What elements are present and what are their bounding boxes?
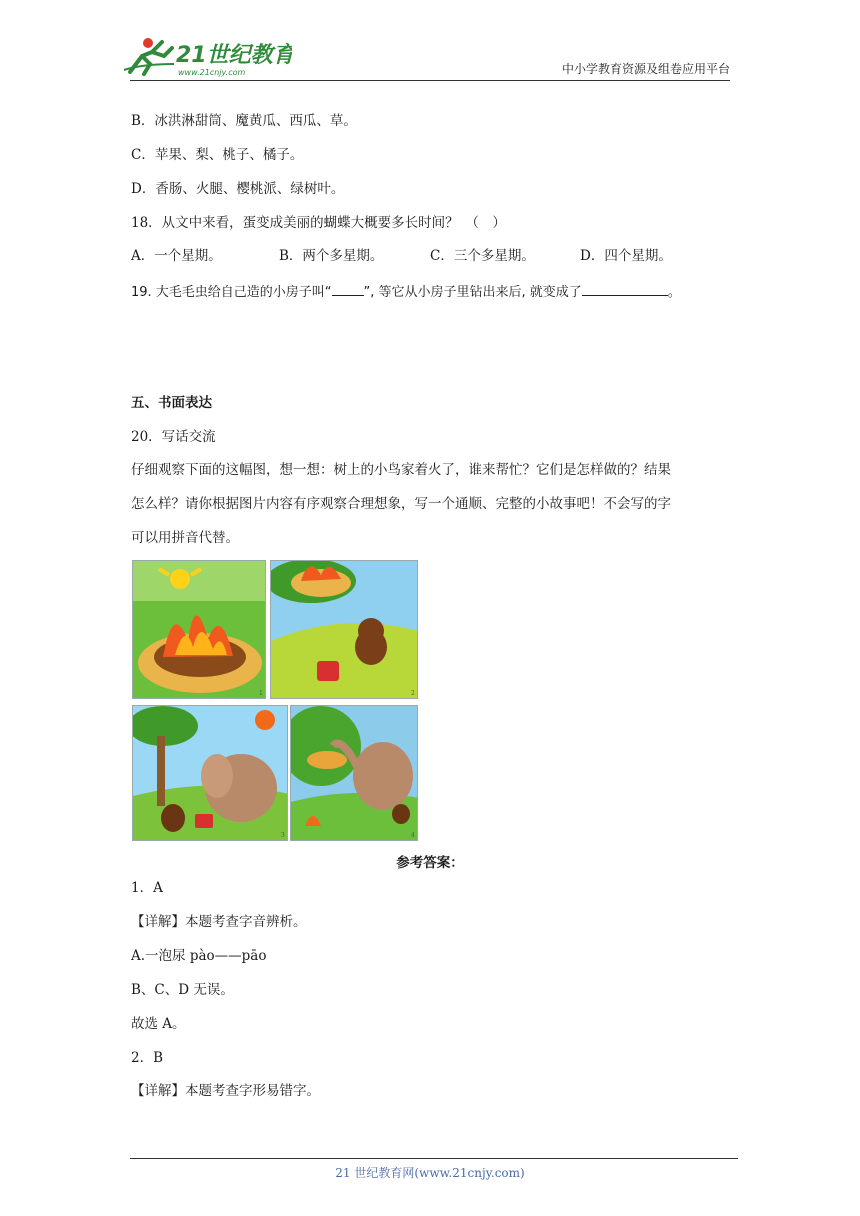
svg-text:4: 4 xyxy=(411,832,415,839)
site-logo xyxy=(122,34,292,78)
svg-text:www.21cnjy.com: www.21cnjy.com xyxy=(178,68,246,77)
q18-option-b: B．两个多星期。 xyxy=(279,248,384,264)
answer-1-detail: 【详解】本题考查字音辨析。 xyxy=(131,914,307,930)
q19-text-1: 19. 大毛毛虫给自己造的小房子叫“ xyxy=(131,285,332,300)
answer-2: 2．B xyxy=(131,1050,164,1066)
svg-text:2: 2 xyxy=(411,690,415,697)
q19-stem xyxy=(131,282,681,303)
q18-stem: 18．从文中来看，蛋变成美丽的蝴蝶大概要多长时间？ （ ） xyxy=(131,215,506,231)
q19-text-2: ”, 等它从小房子里钻出来后, 就变成了 xyxy=(363,285,582,300)
q19-blank-2 xyxy=(582,282,668,296)
header-divider xyxy=(130,80,730,81)
platform-name: 中小学教育资源及组卷应用平台 xyxy=(561,62,730,76)
q20-prompt-line-3: 可以用拼音代替。 xyxy=(131,530,239,546)
answer-1-conclusion: 故选 A。 xyxy=(131,1016,186,1032)
answer-2-detail: 【详解】本题考查字形易错字。 xyxy=(131,1083,320,1099)
bear-bucket-illustration xyxy=(271,561,418,699)
burning-nest-illustration xyxy=(133,561,266,699)
q19-text-3: 。 xyxy=(667,285,681,300)
q18-option-d: D．四个星期。 xyxy=(580,248,672,264)
section-title: 五、书面表达 xyxy=(131,395,212,411)
svg-text:1: 1 xyxy=(259,690,263,697)
q20-prompt-line-2: 怎么样？请你根据图片内容有序观察合理想象，写一个通顺、完整的小故事吧！不会写的字 xyxy=(131,496,671,512)
answer-1-line-bcd: B、C、D 无误。 xyxy=(131,982,234,998)
footer-link[interactable]: 21 世纪教育网(www.21cnjy.com) xyxy=(335,1166,525,1180)
q20-prompt-line-1: 仔细观察下面的这幅图，想一想：树上的小鸟家着火了，谁来帮忙？它们是怎样做的？结果 xyxy=(131,462,671,478)
q19-blank-1 xyxy=(332,282,364,296)
q18-option-a: A．一个星期。 xyxy=(131,248,222,264)
bear-elephant-illustration xyxy=(133,706,288,841)
q17-option-d: D．香肠、火腿、樱桃派、绿树叶。 xyxy=(131,181,345,197)
svg-text:21世纪教育: 21世纪教育 xyxy=(176,43,292,68)
story-panel-3 xyxy=(132,705,288,841)
q17-option-b: B．冰洪淋甜筒、魔黄瓜、西瓜、草。 xyxy=(131,113,357,129)
answers-title: 参考答案： xyxy=(396,855,464,871)
runner-icon xyxy=(124,38,174,74)
elephant-spray-illustration xyxy=(291,706,418,841)
story-panel-2 xyxy=(270,560,418,699)
q18-option-c: C．三个多星期。 xyxy=(430,248,535,264)
footer-divider xyxy=(130,1158,738,1159)
story-panel-1 xyxy=(132,560,266,699)
q17-option-c: C．苹果、梨、桃子、橘子。 xyxy=(131,147,304,163)
svg-text:3: 3 xyxy=(281,832,285,839)
story-panel-4 xyxy=(290,705,418,841)
answer-1-line-a: A.一泡尿 pào——pāo xyxy=(131,948,267,964)
q20-stem: 20．写话交流 xyxy=(131,429,216,445)
answer-1: 1．A xyxy=(131,880,163,896)
